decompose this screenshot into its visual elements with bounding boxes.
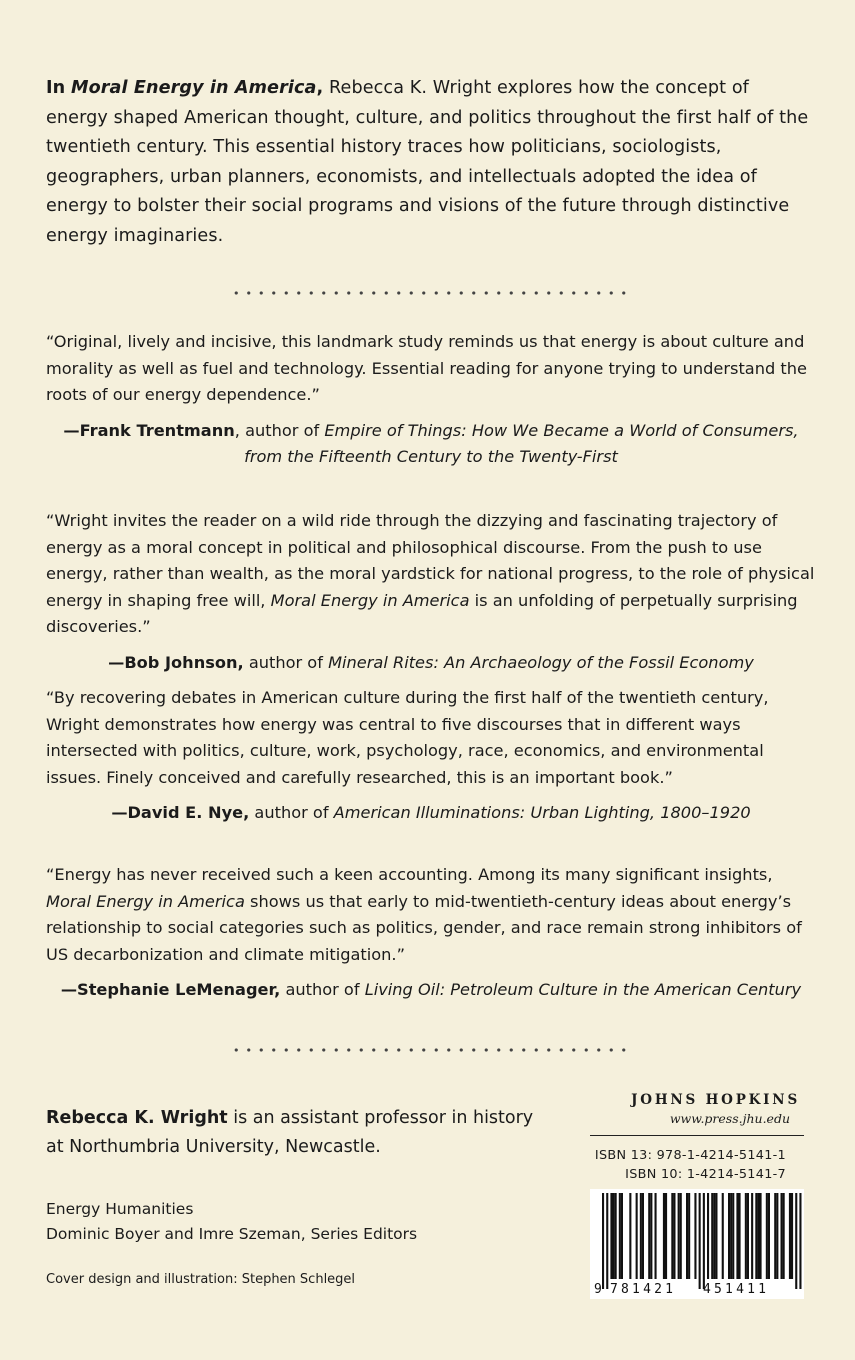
intro-text: Rebecca K. Wright explores how the concept of energy shaped American thought, culture, and politics throughout the first half of the twentieth century. This essential history traces how politicians, sociologists, geographers, urban planners, economists, and intellectuals adopted the idea of energy to bolster their social programs and visions of the future through distinctive energy imaginaries. bbox=[46, 78, 809, 246]
barcode-bar bbox=[629, 1193, 631, 1279]
intro-comma: , bbox=[316, 78, 324, 98]
blurb-attribution bbox=[46, 977, 816, 1003]
barcode-bar bbox=[757, 1193, 759, 1279]
intro-lead-word: In bbox=[46, 78, 66, 98]
barcode-bar bbox=[619, 1193, 621, 1279]
blurb-book-title-cont: from the Fifteenth Century to the Twenty-First bbox=[244, 446, 618, 466]
barcode-bar bbox=[602, 1193, 604, 1289]
barcode-bar bbox=[768, 1193, 770, 1279]
blurb-nye bbox=[46, 685, 816, 826]
barcode-bar bbox=[655, 1193, 657, 1279]
blurb-quote-part: is an unfolding of perpetually surprising discoveries.” bbox=[46, 590, 798, 636]
barcode-bar bbox=[791, 1193, 793, 1279]
blurb-quote-book-title: Moral Energy in America bbox=[270, 590, 470, 610]
barcode-bar bbox=[699, 1193, 701, 1289]
barcode-bar bbox=[789, 1193, 791, 1279]
barcode-bar bbox=[703, 1193, 705, 1289]
blurb-attribution: —Frank Trentmann, author of Empire of Things: How We Became a World of Consumers, from the Fifteenth Century to the Twenty-First bbox=[63, 420, 799, 466]
barcode-bar bbox=[736, 1193, 738, 1279]
barcode-bar bbox=[613, 1193, 615, 1279]
blurb-attribution bbox=[46, 650, 816, 676]
barcode-bar bbox=[715, 1193, 717, 1279]
blurb-author-role: author of bbox=[285, 980, 360, 999]
blurb-author-name: —Stephanie LeMenager, bbox=[60, 980, 281, 999]
series-editors: Dominic Boyer and Imre Szeman, Series Editors bbox=[46, 1225, 418, 1243]
publisher-url: www.press.jhu.edu bbox=[669, 1111, 790, 1126]
barcode-bar bbox=[776, 1193, 778, 1279]
barcode-bar bbox=[732, 1193, 734, 1279]
series-info bbox=[46, 1197, 546, 1247]
isbn-block bbox=[590, 1146, 786, 1184]
blurb-quote bbox=[46, 508, 816, 641]
barcode-bar bbox=[686, 1193, 688, 1279]
publisher-name: JOHNS HOPKINS bbox=[631, 1092, 800, 1108]
series-name: Energy Humanities bbox=[46, 1200, 194, 1218]
barcode-bar bbox=[610, 1193, 612, 1279]
barcode-bar bbox=[688, 1193, 690, 1279]
barcode-bar bbox=[650, 1193, 652, 1279]
barcode-bar bbox=[663, 1193, 665, 1279]
barcode-graphic bbox=[590, 1189, 804, 1299]
blurb-author-role: author of bbox=[254, 803, 329, 822]
barcode-bar bbox=[799, 1193, 801, 1289]
barcode-bar bbox=[751, 1193, 753, 1279]
barcode-bar bbox=[694, 1193, 696, 1279]
barcode-bar bbox=[707, 1193, 709, 1279]
barcode-bar bbox=[795, 1193, 797, 1289]
blurb-author-name: —Bob Johnson, bbox=[108, 652, 244, 672]
blurb-book-title: Empire of Things: How We Became a World of Consumers, bbox=[324, 420, 799, 440]
author-bio bbox=[46, 1104, 546, 1162]
blurb-author-role: author of bbox=[248, 652, 323, 672]
publisher-block bbox=[590, 1090, 800, 1128]
blurb-book-title: Mineral Rites: An Archaeology of the Fossil Economy bbox=[328, 652, 754, 672]
barcode-left-digits: 781421 bbox=[610, 1282, 677, 1297]
publisher-rule bbox=[590, 1135, 804, 1136]
barcode-right-digits: 451411 bbox=[703, 1282, 770, 1297]
blurb-quote bbox=[46, 862, 816, 968]
barcode-bar bbox=[606, 1193, 608, 1289]
barcode-bar bbox=[621, 1193, 623, 1279]
barcode-bar bbox=[722, 1193, 724, 1279]
barcode-bar bbox=[711, 1193, 713, 1279]
barcode-bar bbox=[781, 1193, 783, 1279]
blurb-book-title: American Illuminations: Urban Lighting, 1800–1920 bbox=[333, 803, 751, 822]
barcode-bar bbox=[728, 1193, 730, 1279]
barcode-bar bbox=[648, 1193, 650, 1279]
blurb-quote: “By recovering debates in American culture during the first half of the twentieth century, Wright demonstrates how energy was central to five discourses that in different ways intersected with politics, culture, work, psychology, race, economics, and environmental issues. Finely conceived and carefully researched, this is an important book.” bbox=[46, 688, 769, 787]
barcode-bar bbox=[640, 1193, 642, 1279]
blurb-quote-part: “Wright invites the reader on a wild ride through the dizzying and fascinating trajectory of energy as a moral concept in political and philosophical discourse. From the push to use energy, rather than wealth, as the moral yardstick for national progress, to the role of physical energy in shaping free will, bbox=[46, 511, 815, 610]
dotted-divider-bottom bbox=[230, 1046, 630, 1054]
blurb-quote-part: “Energy has never received such a keen accounting. Among its many significant insights, bbox=[46, 865, 773, 884]
cover-credit: Cover design and illustration: Stephen Schlegel bbox=[46, 1272, 356, 1287]
blurb-johnson bbox=[46, 508, 816, 676]
isbn-13: ISBN 13: 978-1-4214-5141-1 bbox=[594, 1148, 786, 1163]
blurb-author-name: —David E. Nye, bbox=[111, 803, 250, 822]
book-description bbox=[46, 74, 816, 251]
author-name: Rebecca K. Wright bbox=[46, 1108, 228, 1128]
barcode-bar bbox=[665, 1193, 667, 1279]
blurb-lemenager bbox=[46, 862, 816, 1003]
barcode-first-digit: 9 bbox=[594, 1282, 602, 1297]
barcode-bar bbox=[766, 1193, 768, 1279]
barcode-bar bbox=[739, 1193, 741, 1279]
blurb-attribution bbox=[46, 800, 816, 826]
isbn-10: ISBN 10: 1-4214-5141-7 bbox=[625, 1167, 786, 1182]
barcode-bar bbox=[747, 1193, 749, 1279]
barcode-bar bbox=[678, 1193, 680, 1279]
barcode-bar bbox=[680, 1193, 682, 1279]
author-bio-text: is an assistant professor in history at Northumbria University, Newcastle. bbox=[46, 1108, 534, 1157]
dotted-divider-top bbox=[230, 289, 630, 297]
blurb-author-role: author of bbox=[245, 420, 320, 440]
barcode-bar bbox=[615, 1193, 617, 1279]
barcode-bar bbox=[760, 1193, 762, 1279]
barcode-bar bbox=[636, 1193, 638, 1279]
blurb-quote-book-title: Moral Energy in America bbox=[46, 891, 245, 911]
barcode bbox=[590, 1189, 804, 1299]
barcode-bars bbox=[602, 1193, 802, 1289]
blurb-book-title: Living Oil: Petroleum Culture in the American Century bbox=[364, 980, 802, 999]
barcode-bar bbox=[642, 1193, 644, 1279]
intro-book-title: Moral Energy in America bbox=[70, 78, 317, 98]
blurb-trentmann bbox=[46, 329, 816, 470]
blurb-quote-part: shows us that early to mid-twentieth-century ideas about energy’s relationship to social categories such as politics, gender, and race remain strong inhibitors of US decarbonization and climate mitigation.” bbox=[46, 891, 802, 964]
barcode-bar bbox=[673, 1193, 675, 1279]
barcode-bar bbox=[671, 1193, 673, 1279]
barcode-bar bbox=[783, 1193, 785, 1279]
barcode-bar bbox=[730, 1193, 732, 1279]
blurb-author-name: —Frank Trentmann bbox=[63, 420, 235, 440]
barcode-bar bbox=[774, 1193, 776, 1279]
barcode-bar bbox=[745, 1193, 747, 1279]
barcode-bar bbox=[755, 1193, 757, 1279]
barcode-bar bbox=[713, 1193, 715, 1279]
blurb-quote: “Original, lively and incisive, this landmark study reminds us that energy is about culture and morality as well as fuel and technology. Essential reading for anyone trying to understand the roots of our energy dependence.” bbox=[46, 332, 807, 404]
